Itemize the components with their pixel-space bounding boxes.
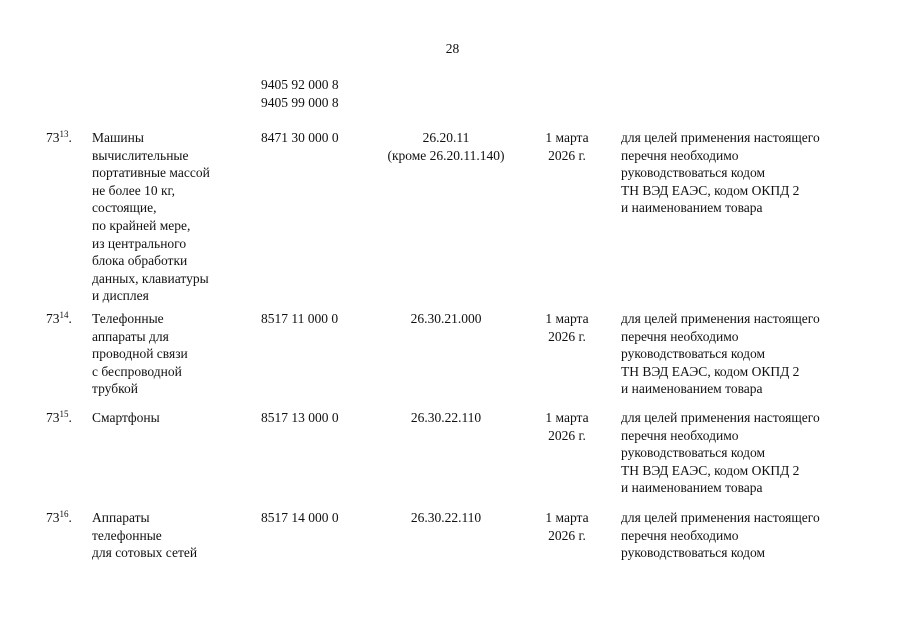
note-line: перечня необходимо [621,328,739,344]
row-number-sup: 16 [59,509,69,519]
product-name-line: с беспроводной [92,363,182,379]
effective-date-line: 1 марта [545,130,589,145]
product-name-line: трубкой [92,381,138,397]
note-line: ТН ВЭД ЕАЭС, кодом ОКПД 2 [621,182,800,198]
product-name-line: портативные массой [92,165,210,181]
row-number-dot: . [68,410,72,425]
note-line: перечня необходимо [621,147,739,163]
effective-date-line: 2026 г. [548,527,586,543]
product-name-line: не более 10 кг, [92,182,175,198]
row-number [46,310,72,328]
note-line: для целей применения настоящего [621,410,820,425]
row-number-base: 73 [46,311,60,326]
note-line: для целей применения настоящего [621,311,820,326]
product-name [92,129,210,305]
effective-date-line: 1 марта [545,410,589,425]
note-line: для целей применения настоящего [621,510,820,525]
okpd-code-line: 26.30.22.110 [410,510,482,525]
row-number-sup: 14 [59,310,69,320]
note-line: руководствоваться кодом [621,346,765,362]
tnved-code [261,509,339,527]
product-name-line: проводной связи [92,346,188,362]
product-name-line: Машины [92,130,144,145]
continuation-tnved-codes [261,76,339,111]
effective-date [532,409,602,444]
product-name-line: аппараты для [92,328,169,344]
okpd-code [361,310,531,328]
okpd-code-line: 26.20.11 [422,130,470,145]
product-name-line: состоящие, [92,200,157,216]
tnved-code [261,310,338,328]
note-line: руководствоваться кодом [621,165,765,181]
product-name-line: Телефонные [92,311,164,326]
effective-date-line: 1 марта [545,510,589,525]
tnved-code [261,409,339,427]
tnved-code-line: 9405 99 000 8 [261,94,339,110]
product-name [92,509,197,562]
tnved-code-line: 8517 11 000 0 [261,311,339,326]
product-name-line: Смартфоны [92,410,160,425]
page-number: 28 [445,41,460,56]
product-name-line: для сотовых сетей [92,545,198,561]
tnved-code-line: 8517 13 000 0 [261,410,339,425]
note [621,310,820,398]
row-number-base: 73 [46,510,60,525]
row-number-dot: . [68,311,72,326]
product-name-line: данных, клавиатуры [92,270,209,286]
effective-date-line: 2026 г. [548,328,586,344]
note-line: руководствоваться кодом [621,445,765,461]
effective-date [532,129,602,164]
product-name [92,310,188,398]
product-name-line: из центрального [92,235,187,251]
note-line: перечня необходимо [621,427,739,443]
effective-date-line: 2026 г. [548,147,586,163]
product-name-line: блока обработки [92,253,188,269]
note [621,409,820,497]
row-number [46,129,72,147]
product-name [92,409,160,427]
note-line: для целей применения настоящего [621,130,820,145]
product-name-line: и дисплея [92,288,149,304]
note-line: руководствоваться кодом [621,545,765,561]
note-line: и наименованием товара [621,381,763,397]
tnved-code-line: 9405 92 000 8 [261,77,339,92]
effective-date [532,310,602,345]
product-name-line: Аппараты [92,510,150,525]
row-number-dot: . [68,130,72,145]
effective-date [532,509,602,544]
row-number [46,509,72,527]
note-line: ТН ВЭД ЕАЭС, кодом ОКПД 2 [621,462,800,478]
okpd-code-line: 26.30.22.110 [410,410,482,425]
okpd-code-line: (кроме 26.20.11.140) [387,147,505,163]
effective-date-line: 1 марта [545,311,589,326]
product-name-line: вычислительные [92,147,189,163]
row-number [46,409,72,427]
row-number-base: 73 [46,410,60,425]
row-number-sup: 13 [59,129,69,139]
note-line: перечня необходимо [621,527,739,543]
row-number-base: 73 [46,130,60,145]
okpd-code [361,409,531,427]
effective-date-line: 2026 г. [548,427,586,443]
note [621,129,820,217]
tnved-code [261,129,339,147]
okpd-code-line: 26.30.21.000 [410,311,482,326]
okpd-code [361,509,531,527]
row-number-dot: . [68,510,72,525]
product-name-line: телефонные [92,527,162,543]
note-line: и наименованием товара [621,480,763,496]
note [621,509,820,562]
okpd-code [361,129,531,164]
tnved-code-line: 8517 14 000 0 [261,510,339,525]
note-line: и наименованием товара [621,200,763,216]
tnved-code-line: 8471 30 000 0 [261,130,339,145]
product-name-line: по крайней мере, [92,217,191,233]
row-number-sup: 15 [59,409,69,419]
note-line: ТН ВЭД ЕАЭС, кодом ОКПД 2 [621,363,800,379]
